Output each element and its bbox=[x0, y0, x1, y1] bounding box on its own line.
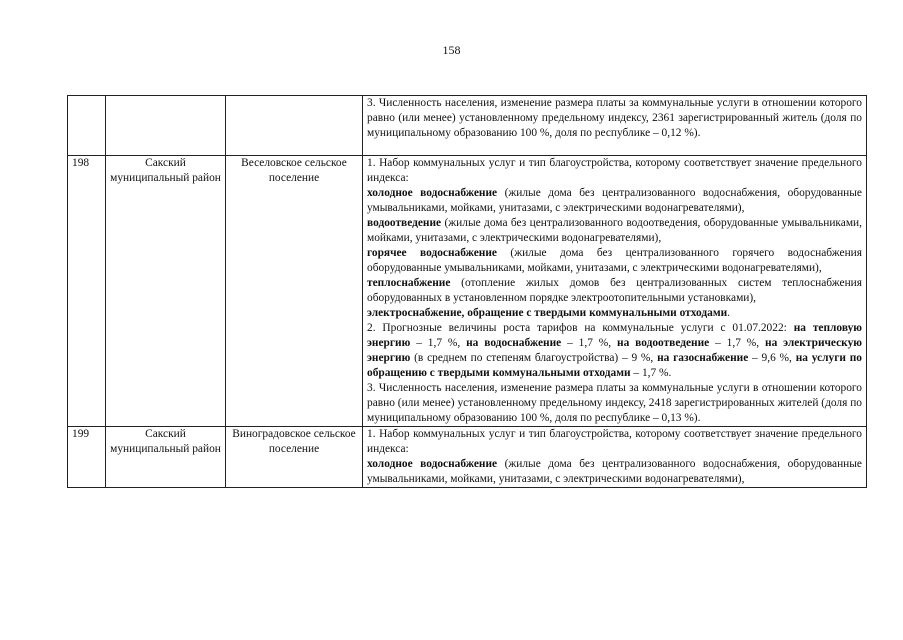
table-row bbox=[68, 427, 867, 488]
tariff-water: на водоснабжение bbox=[466, 337, 562, 349]
tariff-electricity: на электрическую энергию bbox=[367, 337, 862, 364]
district-cell: Сакский муниципальный район bbox=[106, 156, 226, 427]
settlement-cell: Веселовское сельское поселение bbox=[226, 156, 363, 427]
service-name: теплоснабжение bbox=[367, 277, 451, 289]
paragraph-1-intro: 1. Набор коммунальных услуг и тип благоустройства, которому соответствует значение предельного индекса: bbox=[367, 157, 862, 184]
service-cold-water bbox=[367, 457, 862, 487]
service-detail: (жилые дома без централизованного водоотведения, оборудованные умывальниками, мойками, унитазами, с электрическими водонагревателями), bbox=[367, 217, 862, 244]
description-cell bbox=[363, 156, 867, 427]
paragraph-2-tariffs bbox=[367, 321, 862, 381]
paragraph-3: 3. Численность населения, изменение размера платы за коммунальные услуги в отношении которого равно (или менее) установленному предельному индексу, 2418 зарегистрированных жителей (доля по муниципальному образованию 100 %, доля по республике – 0,13 %). bbox=[367, 382, 862, 424]
service-name: водоотведение bbox=[367, 217, 442, 229]
tariff-drainage-value: – 1,7 %, bbox=[709, 337, 766, 349]
tariff-heat: на тепловую энергию bbox=[367, 322, 862, 349]
row-number: 198 bbox=[68, 156, 106, 427]
tariff-gas-value: – 9,6 %, bbox=[748, 352, 796, 364]
row-number bbox=[68, 96, 106, 156]
service-hot-water bbox=[367, 246, 862, 276]
service-cold-water bbox=[367, 186, 862, 216]
tariff-drainage: на водоотведение bbox=[617, 337, 710, 349]
service-drainage bbox=[367, 216, 862, 246]
row-number: 199 bbox=[68, 427, 106, 488]
district-cell bbox=[106, 96, 226, 156]
tariff-gas: на газоснабжение bbox=[657, 352, 749, 364]
paragraph-3: 3. Численность населения, изменение размера платы за коммунальные услуги в отношении которого равно (или менее) установленному предельному индексу, 2361 зарегистрированный житель (доля по муниципальному образованию 100 %, доля по республике – 0,12 %). bbox=[367, 97, 862, 139]
settlement-cell: Виноградовское сельское поселение bbox=[226, 427, 363, 488]
tariff-electricity-value: (в среднем по степеням благоустройства) – 9 %, bbox=[410, 352, 658, 364]
table-row bbox=[68, 96, 867, 156]
tariff-heat-value: – 1,7 %, bbox=[410, 337, 467, 349]
service-heating bbox=[367, 276, 862, 306]
service-name: холодное водоснабжение bbox=[367, 458, 498, 470]
tariffs-intro: 2. Прогнозные величины роста тарифов на коммунальные услуги с 01.07.2022: bbox=[367, 322, 794, 334]
description-cell bbox=[363, 427, 867, 488]
service-detail: (отопление жилых домов без централизованных систем теплоснабжения оборудованных в установленном порядке электроотопительными установками), bbox=[367, 277, 862, 304]
tariff-waste: на услуги по обращению с твердыми коммунальными отходами bbox=[367, 352, 862, 379]
service-detail: (жилые дома без централизованного водоснабжения, оборудованные умывальниками, мойками, унитазами, с электрическими водонагревателями), bbox=[367, 187, 862, 214]
service-power-waste bbox=[367, 306, 862, 321]
service-name: электроснабжение, обращение с твердыми коммунальными отходами bbox=[367, 307, 728, 319]
paragraph-1-intro: 1. Набор коммунальных услуг и тип благоустройства, которому соответствует значение предельного индекса: bbox=[367, 428, 862, 455]
description-cell bbox=[363, 96, 867, 156]
service-detail: . bbox=[727, 307, 731, 319]
page-number: 158 bbox=[442, 43, 461, 57]
service-detail: (жилые дома без централизованного водоснабжения, оборудованные умывальниками, мойками, унитазами, с электрическими водонагревателями), bbox=[367, 458, 862, 485]
tariff-index-table bbox=[67, 95, 867, 488]
service-detail: (жилые дома без централизованного горячего водоснабжения оборудованные умывальниками, мойками, унитазами, с электрическими водонагревателями), bbox=[367, 247, 863, 274]
district-cell: Сакский муниципальный район bbox=[106, 427, 226, 488]
settlement-cell bbox=[226, 96, 363, 156]
table-row bbox=[68, 156, 867, 427]
tariff-waste-value: – 1,7 %. bbox=[630, 367, 672, 379]
tariff-water-value: – 1,7 %, bbox=[561, 337, 617, 349]
service-name: холодное водоснабжение bbox=[367, 187, 498, 199]
service-name: горячее водоснабжение bbox=[367, 247, 497, 259]
